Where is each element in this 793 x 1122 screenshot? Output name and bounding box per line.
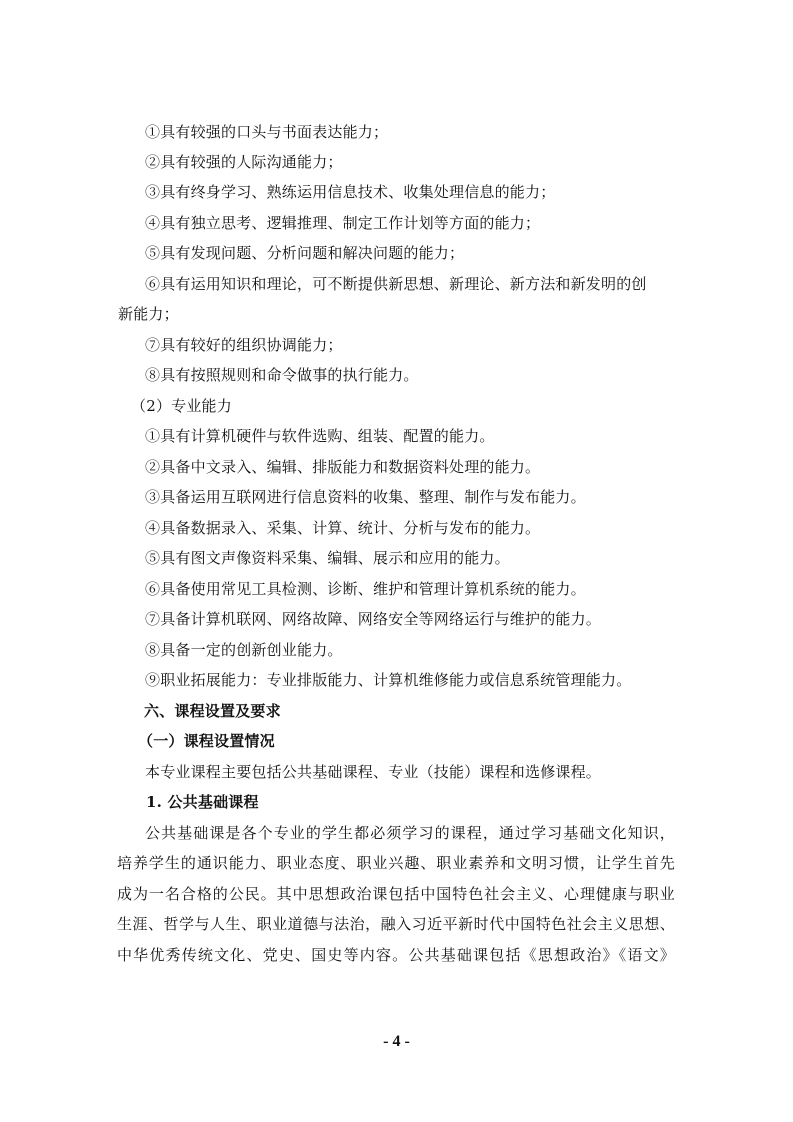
pro-item-4: ④具备数据录入、采集、计算、统计、分析与发布的能力。 [145, 519, 541, 537]
paragraph-line-1: 公共基础课是各个专业的学生都必须学习的课程，通过学习基础文化知识， [145, 824, 675, 842]
pro-item-9: ⑨职业拓展能力：专业排版能力、计算机维修能力或信息系统管理能力。 [145, 671, 632, 689]
paragraph-line-2: 培养学生的通识能力、职业态度、职业兴趣、职业素养和文明习惯，让学生首先 [117, 854, 675, 872]
pro-item-6: ⑥具备使用常见工具检测、诊断、维护和管理计算机系统的能力。 [145, 580, 586, 598]
ability-item-1: ①具有较强的口头与书面表达能力； [145, 123, 389, 141]
ability-item-8: ⑧具有按照规则和命令做事的执行能力。 [145, 366, 419, 384]
heading-course-setup: 六、课程设置及要求 [144, 702, 281, 720]
pro-item-5: ⑤具有图文声像资料采集、编辑、展示和应用的能力。 [145, 549, 510, 567]
paragraph-line-3: 成为一名合格的公民。其中思想政治课包括中国特色社会主义、心理健康与职业 [117, 885, 675, 903]
paragraph-line-4: 生涯、哲学与人生、职业道德与法治，融入习近平新时代中国特色社会主义思想、 [117, 915, 675, 933]
ability-item-6: ⑥具有运用知识和理论，可不断提供新思想、新理论、新方法和新发明的创 [145, 275, 647, 293]
ability-item-2: ②具有较强的人际沟通能力； [145, 153, 343, 171]
paragraph-line-5: 中华优秀传统文化、党史、国史等内容。公共基础课包括《思想政治》《语文》 [117, 946, 675, 964]
subheading-course-overview: （一）课程设置情况 [138, 732, 275, 750]
ability-item-5: ⑤具有发现问题、分析问题和解决问题的能力； [145, 244, 465, 262]
page-number: - 4 - [383, 1033, 410, 1050]
pro-item-8: ⑧具备一定的创新创业能力。 [145, 641, 343, 659]
ability-item-3: ③具有终身学习、熟练运用信息技术、收集处理信息的能力； [145, 183, 556, 201]
section-professional-ability: （2）专业能力 [131, 397, 232, 415]
ability-item-7: ⑦具有较好的组织协调能力； [145, 336, 343, 354]
course-intro: 本专业课程主要包括公共基础课程、专业（技能）课程和选修课程。 [145, 763, 602, 781]
ability-item-6-cont: 新能力； [118, 305, 179, 323]
pro-item-3: ③具备运用互联网进行信息资料的收集、整理、制作与发布能力。 [145, 488, 586, 506]
pro-item-2: ②具备中文录入、编辑、排版能力和数据资料处理的能力。 [145, 458, 541, 476]
subheading-public-basic-courses: 1. 公共基础课程 [146, 793, 259, 811]
pro-item-7: ⑦具备计算机联网、网络故障、网络安全等网络运行与维护的能力。 [145, 610, 602, 628]
pro-item-1: ①具有计算机硬件与软件选购、组装、配置的能力。 [145, 427, 495, 445]
ability-item-4: ④具有独立思考、逻辑推理、制定工作计划等方面的能力； [145, 214, 541, 232]
